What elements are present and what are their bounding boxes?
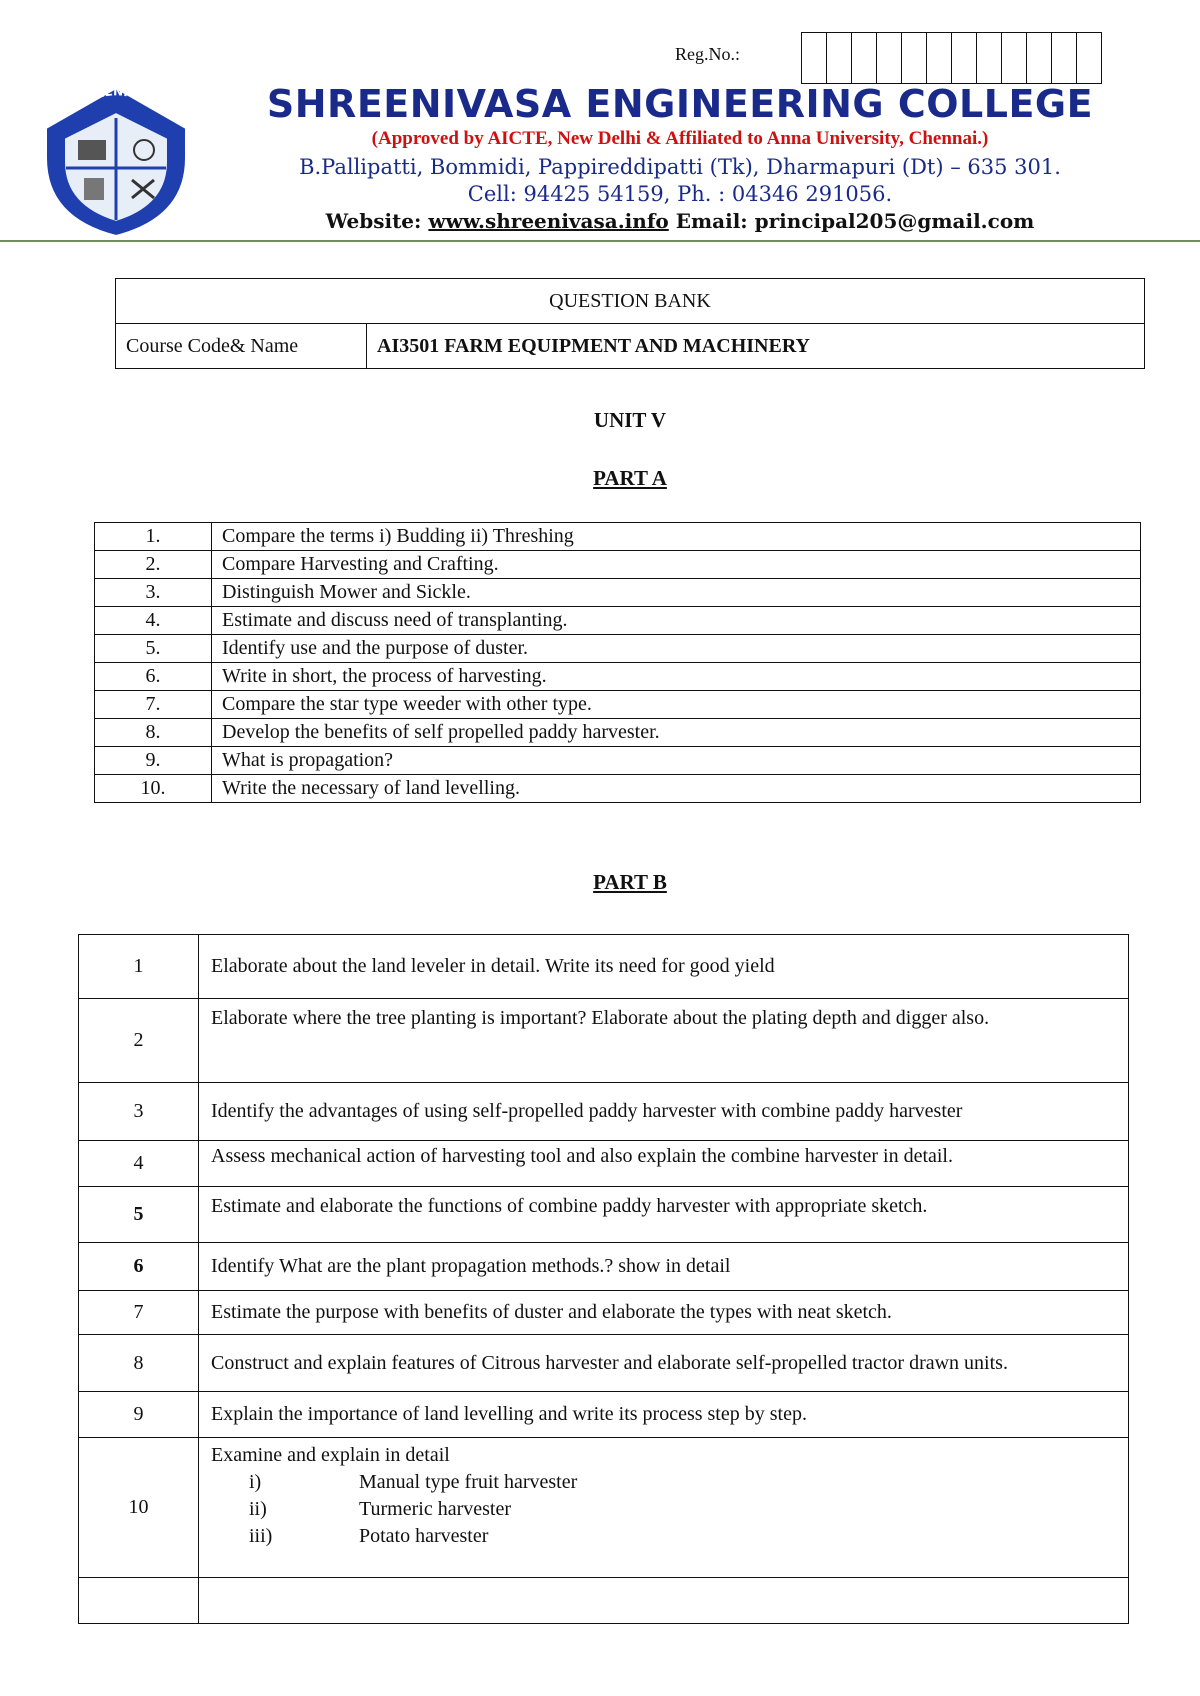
reg-box xyxy=(1027,33,1052,83)
question-text: Compare the terms i) Budding ii) Threshing xyxy=(212,523,1141,551)
question-number: 8 xyxy=(79,1335,199,1392)
question-number: 1. xyxy=(95,523,212,551)
question-text: Compare the star type weeder with other type. xyxy=(212,691,1141,719)
reg-no-label: Reg.No.: xyxy=(675,44,740,64)
question-text: Estimate and elaborate the functions of combine paddy harvester with appropriate sketch. xyxy=(199,1187,1129,1243)
question-number: 3. xyxy=(95,579,212,607)
reg-box xyxy=(852,33,877,83)
question-text: Estimate the purpose with benefits of duster and elaborate the types with neat sketch. xyxy=(199,1291,1129,1335)
question-number: 10 xyxy=(79,1438,199,1578)
reg-box xyxy=(977,33,1002,83)
table-row xyxy=(95,579,1141,607)
table-row xyxy=(79,1291,1129,1335)
website-label: Website: xyxy=(325,209,422,233)
part-b-title: PART B xyxy=(593,870,667,894)
reg-box xyxy=(927,33,952,83)
table-row xyxy=(95,635,1141,663)
question-text: Construct and explain features of Citrous harvester and elaborate self-propelled tractor drawn units. xyxy=(199,1335,1129,1392)
reg-no-boxes xyxy=(801,32,1102,84)
question-text: Write the necessary of land levelling. xyxy=(212,775,1141,803)
reg-box xyxy=(1002,33,1027,83)
question-text: Identify the advantages of using self-propelled paddy harvester with combine paddy harvester xyxy=(199,1083,1129,1141)
question-text: Compare Harvesting and Crafting. xyxy=(212,551,1141,579)
question-number: 5. xyxy=(95,635,212,663)
reg-box xyxy=(802,33,827,83)
question-number: 10. xyxy=(95,775,212,803)
college-name: SHREENIVASA ENGINEERING COLLEGE xyxy=(266,82,1094,126)
website-link[interactable]: www.shreenivasa.info xyxy=(428,209,669,233)
part-b-table xyxy=(78,934,1129,1624)
question-number: 7 xyxy=(79,1291,199,1335)
reg-box xyxy=(877,33,902,83)
question-number: 1 xyxy=(79,935,199,999)
question-number: 2. xyxy=(95,551,212,579)
question-number: 3 xyxy=(79,1083,199,1141)
sub-question-number: iii) xyxy=(249,1525,273,1547)
question-number: 4 xyxy=(79,1141,199,1187)
table-row xyxy=(95,663,1141,691)
reg-box xyxy=(952,33,977,83)
question-text: Write in short, the process of harvesting. xyxy=(212,663,1141,691)
sub-question-number: ii) xyxy=(249,1498,267,1520)
college-logo xyxy=(36,78,196,238)
table-row xyxy=(79,1243,1129,1291)
course-label: Course Code& Name xyxy=(116,324,367,369)
question-number: 2 xyxy=(79,999,199,1083)
question-text: Elaborate about the land leveler in detail. Write its need for good yield xyxy=(199,935,1129,999)
question-number: 9. xyxy=(95,747,212,775)
address-line: B.Pallipatti, Bommidi, Pappireddipatti (Tk), Dharmapuri (Dt) – 635 301. xyxy=(299,155,1061,179)
table-row xyxy=(95,691,1141,719)
course-info-table xyxy=(115,278,1145,369)
email-address[interactable]: principal205@gmail.com xyxy=(754,209,1035,233)
table-row xyxy=(95,523,1141,551)
question-text: Elaborate where the tree planting is important? Elaborate about the plating depth and digger also. xyxy=(199,999,1129,1083)
website-email-line xyxy=(240,209,1120,233)
table-row xyxy=(79,935,1129,999)
table-row-empty xyxy=(79,1578,1129,1624)
question-text: Examine and explain in detail xyxy=(211,1444,450,1466)
sub-question-text: Manual type fruit harvester xyxy=(359,1471,578,1493)
part-a-title: PART A xyxy=(593,466,667,490)
contact-line: Cell: 94425 54159, Ph. : 04346 291056. xyxy=(467,182,893,206)
reg-box xyxy=(1077,33,1101,83)
question-number: 6. xyxy=(95,663,212,691)
question-cell xyxy=(199,1438,1129,1578)
question-number: 9 xyxy=(79,1392,199,1438)
header-divider xyxy=(0,240,1200,242)
question-number: 8. xyxy=(95,719,212,747)
sub-question xyxy=(211,1469,1116,1496)
table-row xyxy=(79,1187,1129,1243)
reg-box xyxy=(1052,33,1077,83)
question-text: Distinguish Mower and Sickle. xyxy=(212,579,1141,607)
question-bank-title: QUESTION BANK xyxy=(116,279,1145,324)
question-number: 6 xyxy=(79,1243,199,1291)
empty-cell xyxy=(199,1578,1129,1624)
table-row xyxy=(79,1141,1129,1187)
email-label: Email: xyxy=(675,209,748,233)
question-number: 5 xyxy=(79,1187,199,1243)
sub-question-number: i) xyxy=(249,1471,262,1493)
sub-question xyxy=(211,1523,1116,1550)
table-row xyxy=(95,775,1141,803)
question-text: Assess mechanical action of harvesting tool and also explain the combine harvester in detail. xyxy=(199,1141,1129,1187)
part-a-table xyxy=(94,522,1141,803)
logo-text: SHREENIVASA xyxy=(66,84,166,116)
empty-cell xyxy=(79,1578,199,1624)
question-text: Estimate and discuss need of transplanting. xyxy=(212,607,1141,635)
question-number: 4. xyxy=(95,607,212,635)
table-row xyxy=(79,1335,1129,1392)
sub-question-text: Turmeric harvester xyxy=(359,1498,511,1520)
table-row xyxy=(95,551,1141,579)
approval-line: (Approved by AICTE, New Delhi & Affiliated to Anna University, Chennai.) xyxy=(371,128,989,149)
course-value: AI3501 FARM EQUIPMENT AND MACHINERY xyxy=(367,324,1145,369)
table-row xyxy=(79,1392,1129,1438)
sub-question xyxy=(211,1496,1116,1523)
question-text: Identify use and the purpose of duster. xyxy=(212,635,1141,663)
table-row xyxy=(95,747,1141,775)
question-text: What is propagation? xyxy=(212,747,1141,775)
unit-title: UNIT V xyxy=(593,408,667,432)
question-text: Explain the importance of land levelling and write its process step by step. xyxy=(199,1392,1129,1438)
table-row xyxy=(79,999,1129,1083)
reg-box xyxy=(827,33,852,83)
question-number: 7. xyxy=(95,691,212,719)
question-text: Identify What are the plant propagation methods.? show in detail xyxy=(199,1243,1129,1291)
table-row xyxy=(79,1438,1129,1578)
question-text: Develop the benefits of self propelled paddy harvester. xyxy=(212,719,1141,747)
table-row xyxy=(95,719,1141,747)
reg-box xyxy=(902,33,927,83)
sub-question-text: Potato harvester xyxy=(359,1525,489,1547)
table-row xyxy=(79,1083,1129,1141)
table-row xyxy=(95,607,1141,635)
